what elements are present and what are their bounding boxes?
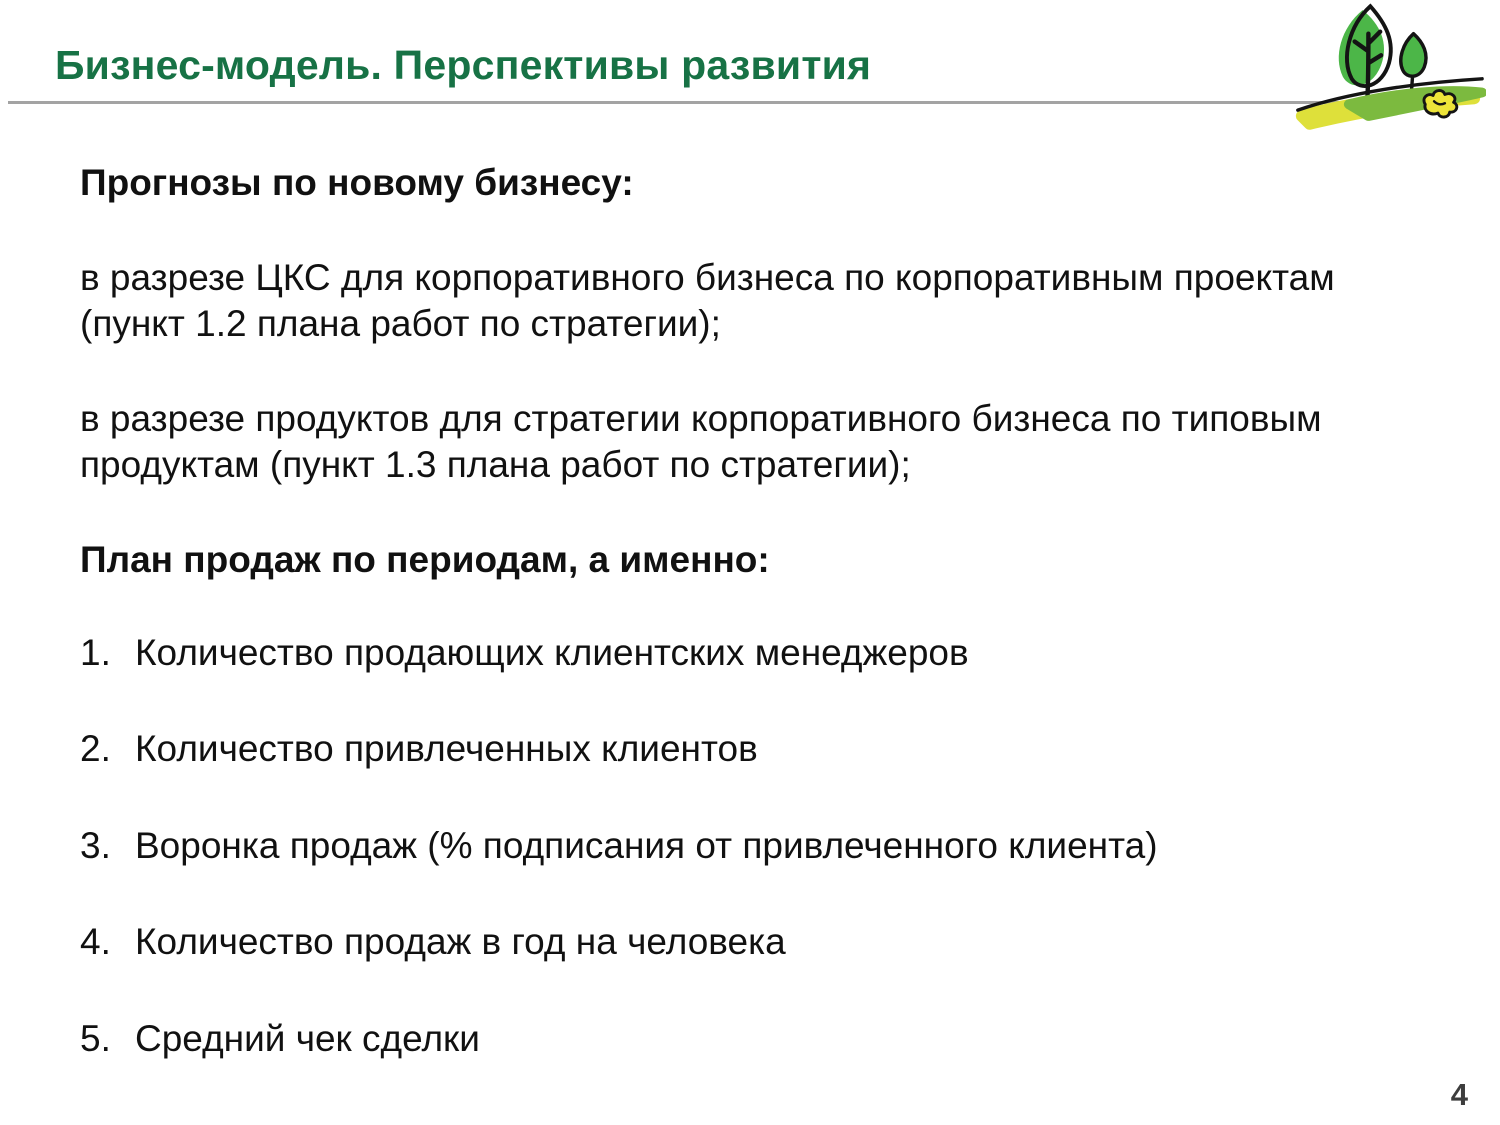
list-item [80,726,1380,773]
list-item-text: Воронка продаж (% подписания от привлеченного клиента) [135,824,1158,866]
trees-on-hill-logo-icon [1290,0,1486,136]
list-item-number: 3. [80,824,111,866]
list-item [80,823,1380,870]
slide-body [80,160,1380,1113]
list-item-number: 4. [80,921,111,963]
page-number: 4 [1450,1077,1468,1112]
page-title: Бизнес-модель. Перспективы развития [55,42,872,88]
list-item-number: 2. [80,728,111,770]
list-item [80,919,1380,966]
list-item-text: Количество продающих клиентских менеджеров [135,631,969,673]
list-item-number: 1. [80,631,111,673]
list-item-text: Количество продаж в год на человека [135,921,786,963]
list-item-number: 5. [80,1018,111,1060]
list-item-text: Средний чек сделки [135,1018,480,1060]
list-item [80,630,1380,677]
paragraph-cks: в разрезе ЦКС для корпоративного бизнеса по корпоративным проектам (пункт 1.2 плана работ по стратегии); [80,256,1335,345]
heading-forecasts: Прогнозы по новому бизнесу: [80,162,634,203]
sales-plan-list [80,630,1380,1063]
list-item [80,1016,1380,1063]
title-divider [8,101,1345,104]
list-item-text: Количество привлеченных клиентов [135,728,758,770]
heading-sales-plan: План продаж по периодам, а именно: [80,539,770,581]
paragraph-products: в разрезе продуктов для стратегии корпоративного бизнеса по типовым продуктам (пункт 1.3 плана работ по стратегии); [80,397,1322,486]
